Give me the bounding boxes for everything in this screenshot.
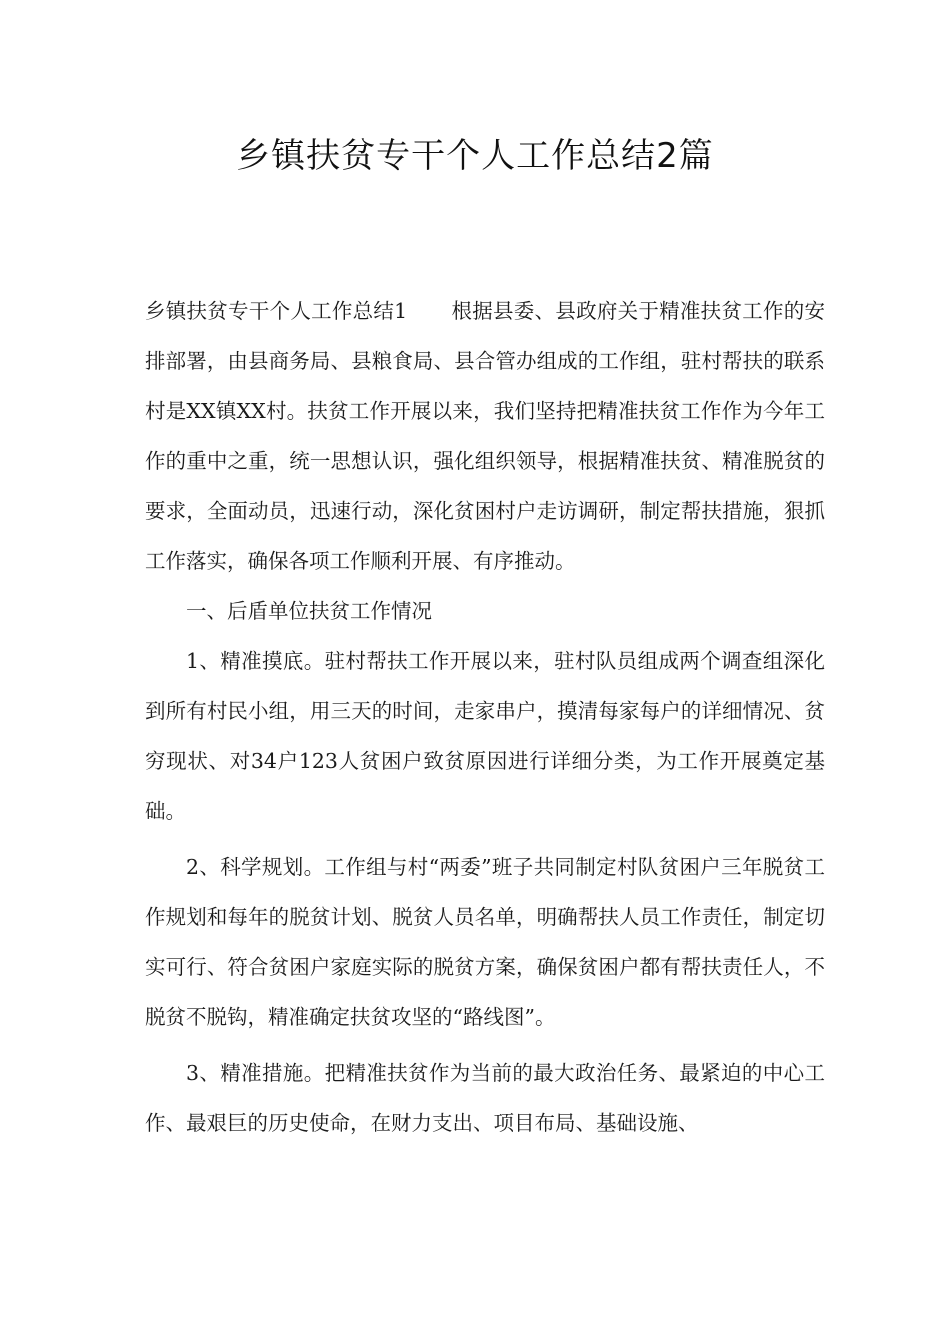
section-heading-1: 一、后盾单位扶贫工作情况 [186, 599, 432, 623]
intro-heading: 乡镇扶贫专干个人工作总结1 [145, 299, 408, 323]
intro-body: 根据县委、县政府关于精准扶贫工作的安排部署，由县商务局、县粮食局、县合管办组成的工作组，驻村帮扶的联系村是XX镇XX村。扶贫工作开展以来，我们坚持把精准扶贫工作作为今年工作的重中之重，统一思想认识，强化组织领导，根据精准扶贫、精准脱贫的要求，全面动员，迅速行动，深化贫困村户走访调研，制定帮扶措施，狠抓工作落实，确保各项工作顺利开展、有序推动。 [145, 299, 826, 573]
paragraph-item-3: 3、精准措施。把精准扶贫作为当前的最大政治任务、最紧迫的中心工作、最艰巨的历史使命，在财力支出、项目布局、基础设施、 [145, 1061, 825, 1135]
intro-paragraph [145, 286, 825, 586]
paragraph-item-1: 1、精准摸底。驻村帮扶工作开展以来，驻村队员组成两个调查组深化到所有村民小组，用三天的时间，走家串户，摸清每家每户的详细情况、贫穷现状、对34户123人贫困户致贫原因进行详细分类，为工作开展奠定基础。 [145, 649, 825, 823]
document-body [145, 286, 825, 1148]
document-title: 乡镇扶贫专干个人工作总结2篇 [236, 136, 714, 176]
paragraph-item-2: 2、科学规划。工作组与村“两委”班子共同制定村队贫困户三年脱贫工作规划和每年的脱贫计划、脱贫人员名单，明确帮扶人员工作责任，制定切实可行、符合贫困户家庭实际的脱贫方案，确保贫困户都有帮扶责任人，不脱贫不脱钩，精准确定扶贫攻坚的“路线图”。 [145, 855, 825, 1029]
